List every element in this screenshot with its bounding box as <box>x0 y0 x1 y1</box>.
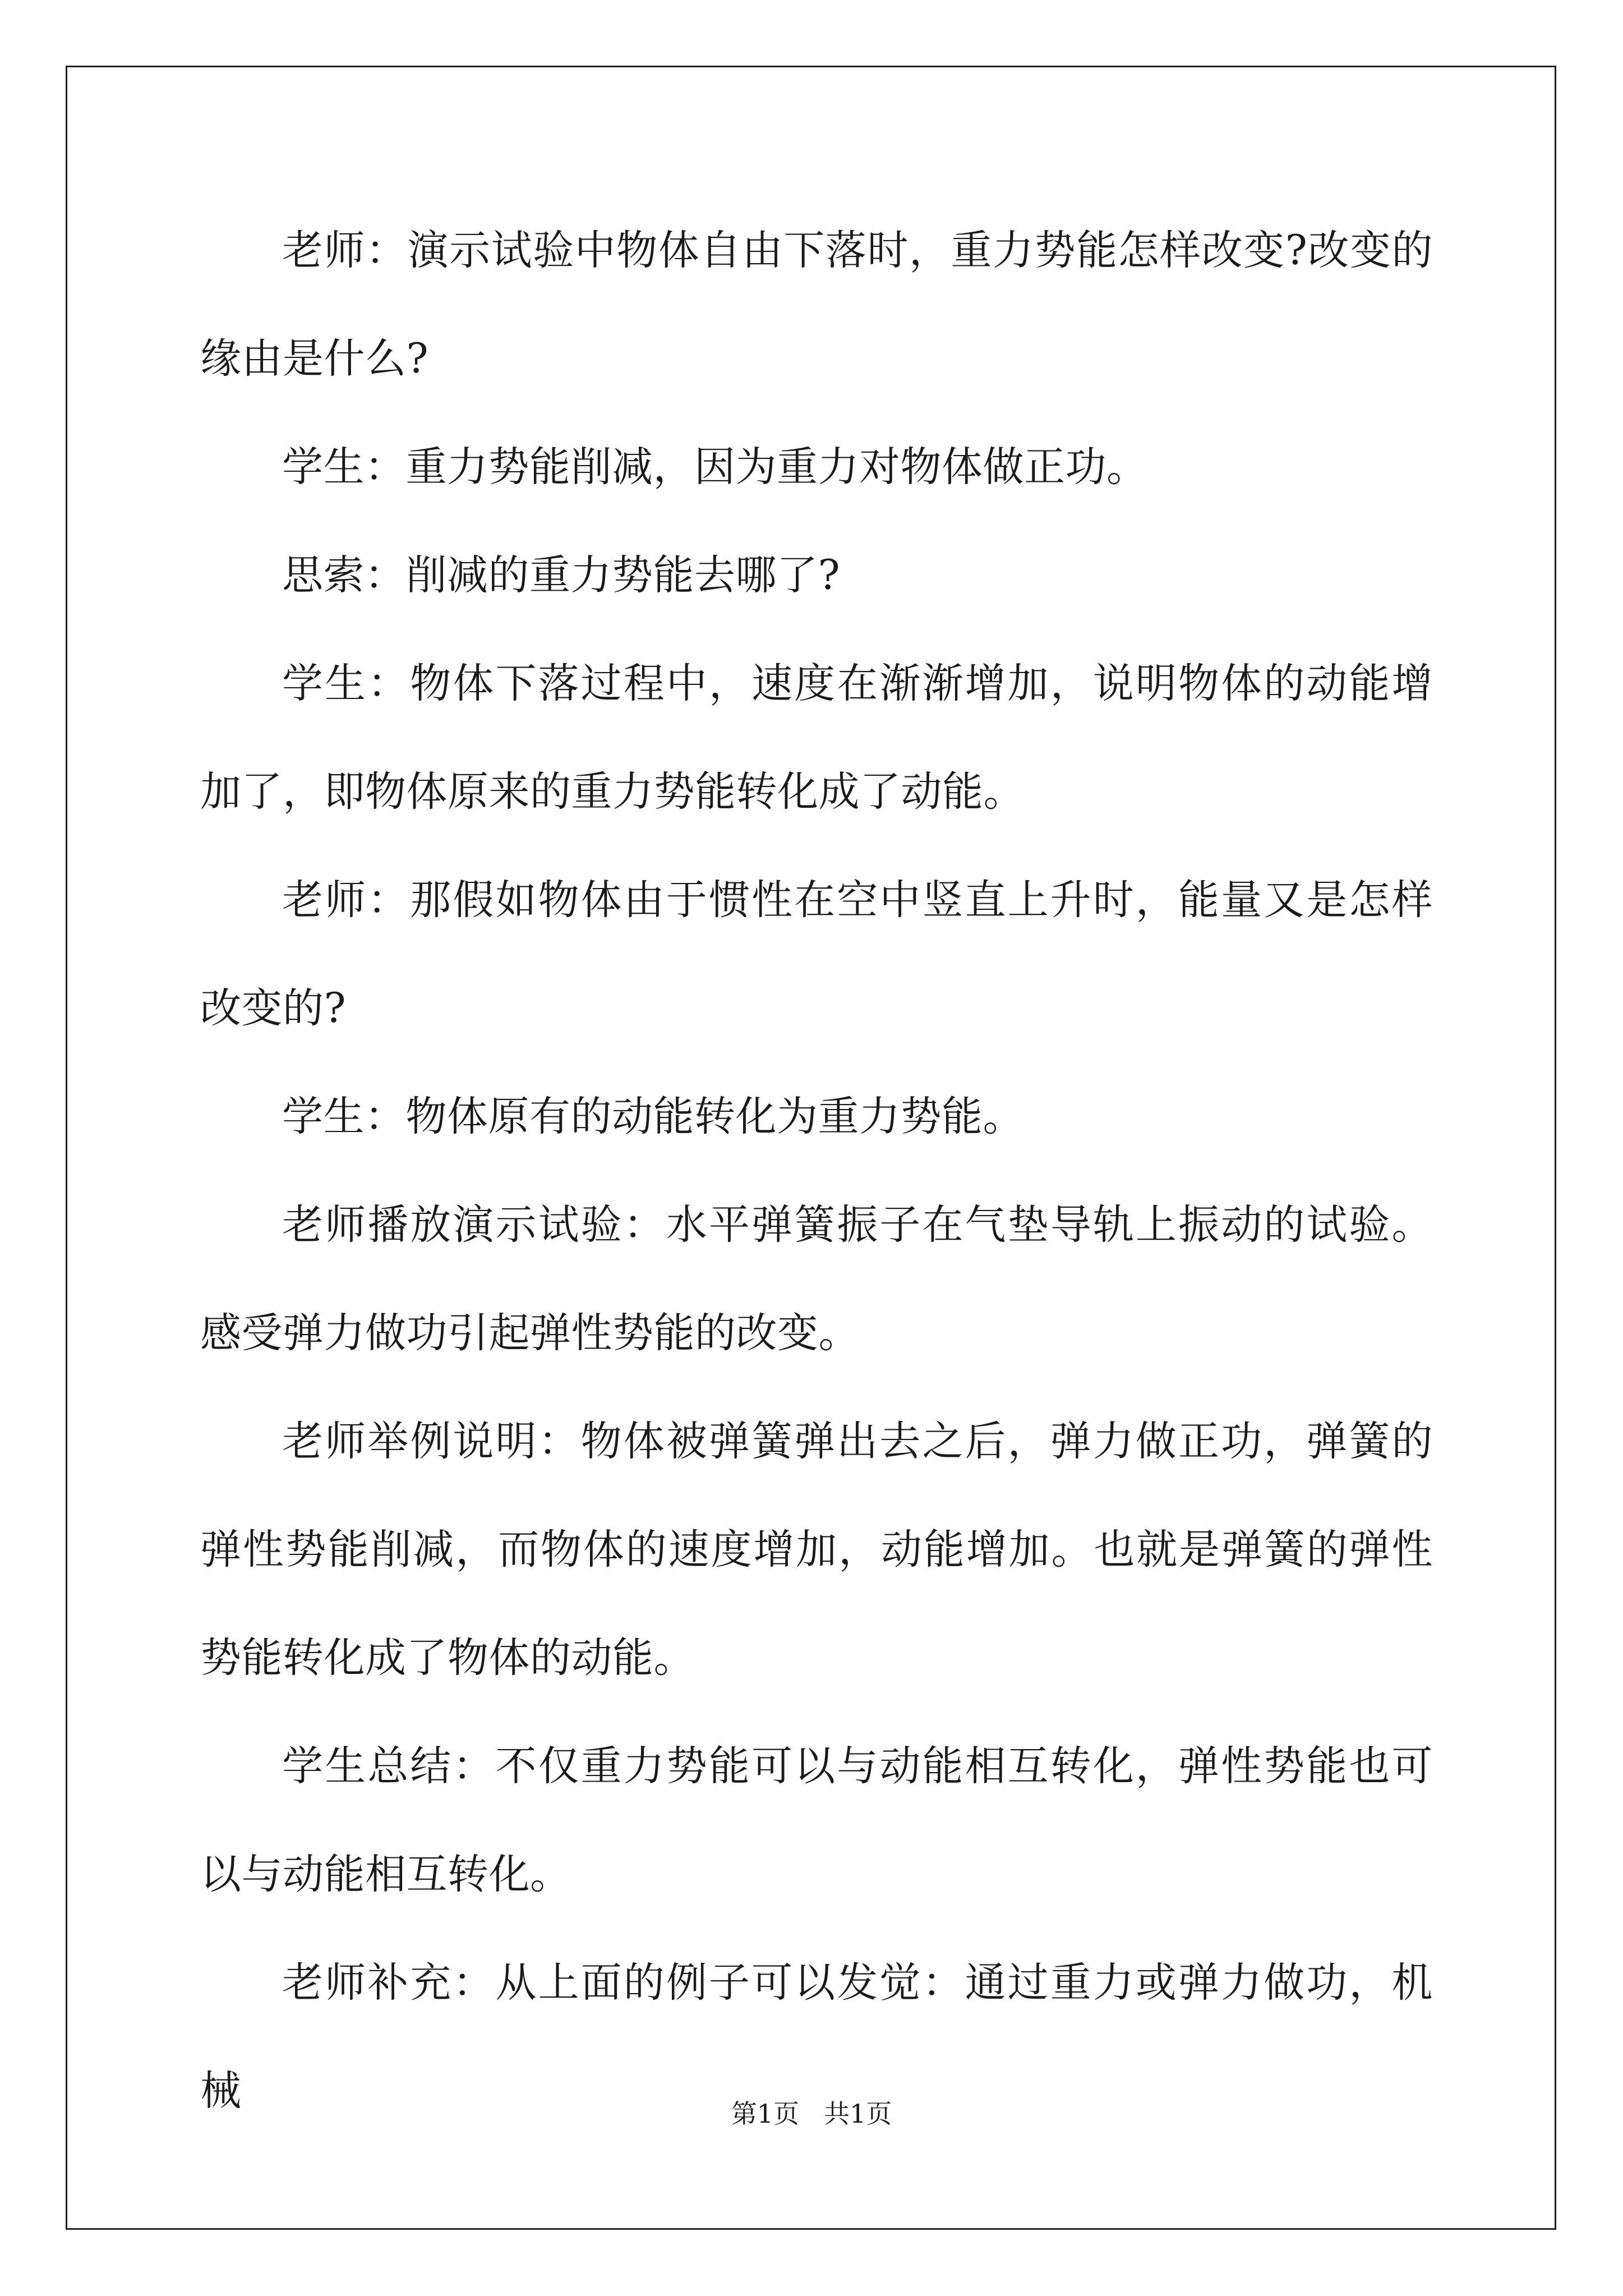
paragraph: 老师补充：从上面的例子可以发觉：通过重力或弹力做功，机械 <box>200 1959 1433 2115</box>
paragraph: 学生总结：不仅重力势能可以与动能相互转化，弹性势能也可以与动能相互转化。 <box>200 1742 1433 1898</box>
paragraph: 学生：物体原有的动能转化为重力势能。 <box>282 1093 1024 1140</box>
paragraph: 老师：演示试验中物体自由下落时，重力势能怎样改变?改变的缘由是什么? <box>200 227 1433 383</box>
paragraph: 老师播放演示试验：水平弹簧振子在气垫导轨上振动的试验。感受弹力做功引起弹性势能的改变。 <box>200 1201 1433 1357</box>
paragraph: 老师：那假如物体由于惯性在空中竖直上升时，能量又是怎样改变的? <box>200 876 1433 1032</box>
page-number: 第1页 <box>731 2099 800 2129</box>
page-footer <box>0 2097 1623 2131</box>
document-body <box>200 196 1433 2145</box>
paragraph: 学生：物体下落过程中，速度在渐渐增加，说明物体的动能增加了，即物体原来的重力势能转化成了动能。 <box>200 660 1433 816</box>
paragraph: 思索：削减的重力势能去哪了? <box>282 551 841 599</box>
page-total: 共1页 <box>823 2099 892 2129</box>
paragraph: 学生：重力势能削减，因为重力对物体做正功。 <box>282 443 1148 491</box>
paragraph: 老师举例说明：物体被弹簧弹出去之后，弹力做正功，弹簧的弹性势能削减，而物体的速度增加，动能增加。也就是弹簧的弹性势能转化成了物体的动能。 <box>200 1418 1433 1682</box>
